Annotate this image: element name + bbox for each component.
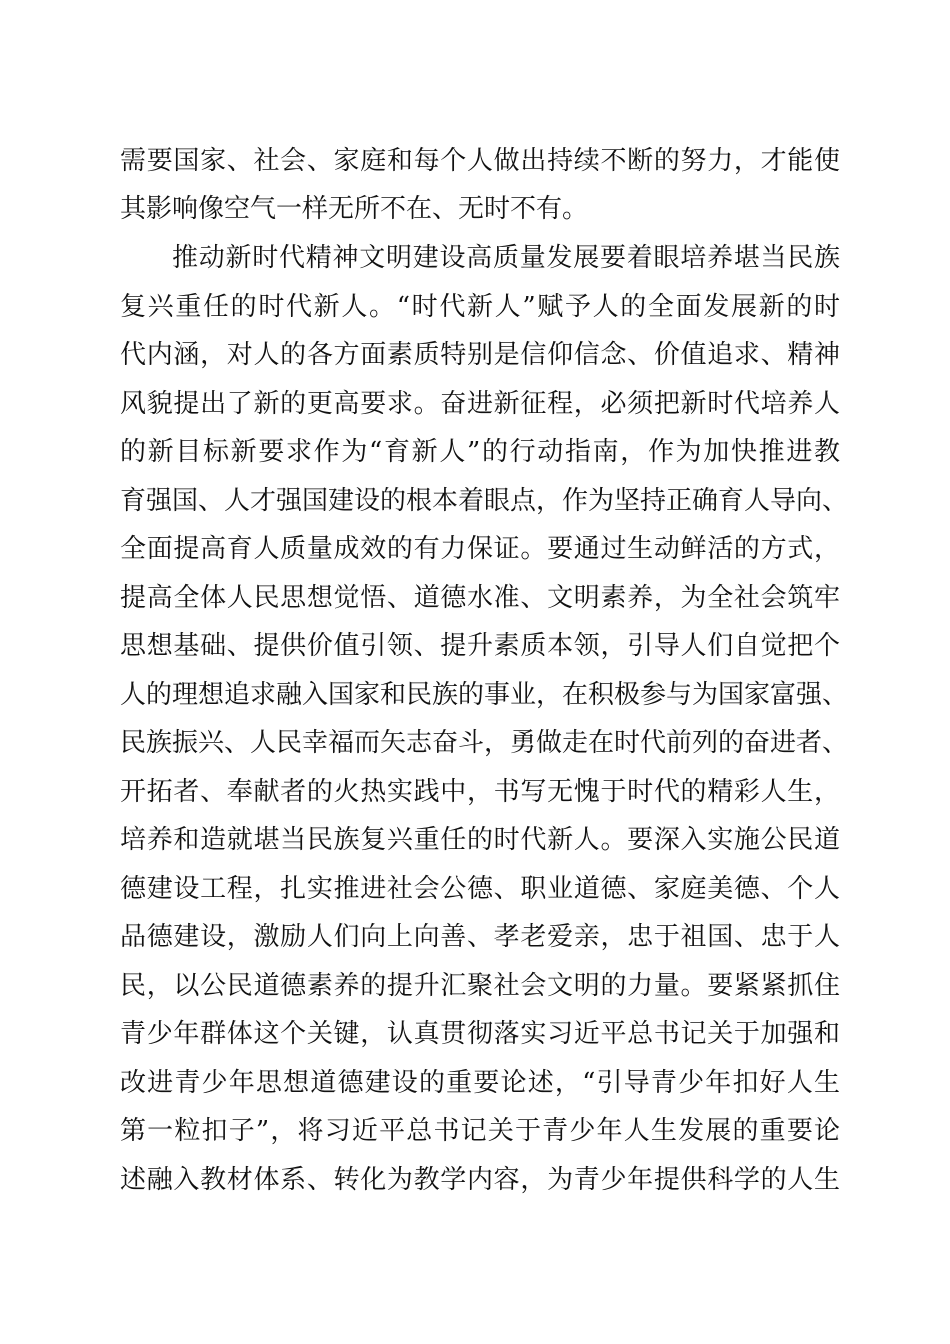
text-line: 代内涵，对人的各方面素质特别是信仰信念、价值追求、精神 (120, 340, 840, 370)
text-line: 开拓者、奉献者的火热实践中，书写无愧于时代的精彩人生， (120, 777, 840, 807)
text-line: 需要国家、社会、家庭和每个人做出持续不断的努力，才能使 (120, 146, 840, 176)
text-line: 全面提高育人质量成效的有力保证。要通过生动鲜活的方式， (120, 534, 840, 564)
text-line: 复兴重任的时代新人。“时代新人”赋予人的全面发展新的时 (120, 292, 840, 322)
text-line: 第一粒扣子”，将习近平总书记关于青少年人生发展的重要论 (120, 1116, 840, 1146)
text-line: 育强国、人才强国建设的根本着眼点，作为坚持正确育人导向、 (120, 486, 849, 516)
text-line: 提高全体人民思想觉悟、道德水准、文明素养，为全社会筑牢 (120, 583, 840, 613)
text-line: 风貌提出了新的更高要求。奋进新征程，必须把新时代培养人 (120, 389, 840, 419)
text-line: 思想基础、提供价值引领、提升素质本领，引导人们自觉把个 (120, 631, 840, 661)
text-line: 改进青少年思想道德建设的重要论述，“引导青少年扣好人生 (120, 1068, 840, 1098)
text-line: 青少年群体这个关键，认真贯彻落实习近平总书记关于加强和 (120, 1019, 840, 1049)
text-line: 品德建设，激励人们向上向善、孝老爱亲，忠于祖国、忠于人 (120, 922, 840, 952)
text-line: 民，以公民道德素养的提升汇聚社会文明的力量。要紧紧抓住 (120, 971, 840, 1001)
text-line: 其影响像空气一样无所不在、无时不有。 (120, 194, 589, 224)
text-line: 培养和造就堪当民族复兴重任的时代新人。要深入实施公民道 (120, 825, 840, 855)
text-line: 述融入教材体系、转化为教学内容，为青少年提供科学的人生 (120, 1165, 840, 1195)
text-line-paragraph-start: 推动新时代精神文明建设高质量发展要着眼培养堪当民族 (172, 243, 840, 273)
text-line: 德建设工程，扎实推进社会公德、职业道德、家庭美德、个人 (120, 874, 840, 904)
text-line: 人的理想追求融入国家和民族的事业，在积极参与为国家富强、 (120, 680, 849, 710)
text-line: 的新目标新要求作为“育新人”的行动指南，作为加快推进教 (120, 437, 840, 467)
text-line: 民族振兴、人民幸福而矢志奋斗，勇做走在时代前列的奋进者、 (120, 728, 849, 758)
